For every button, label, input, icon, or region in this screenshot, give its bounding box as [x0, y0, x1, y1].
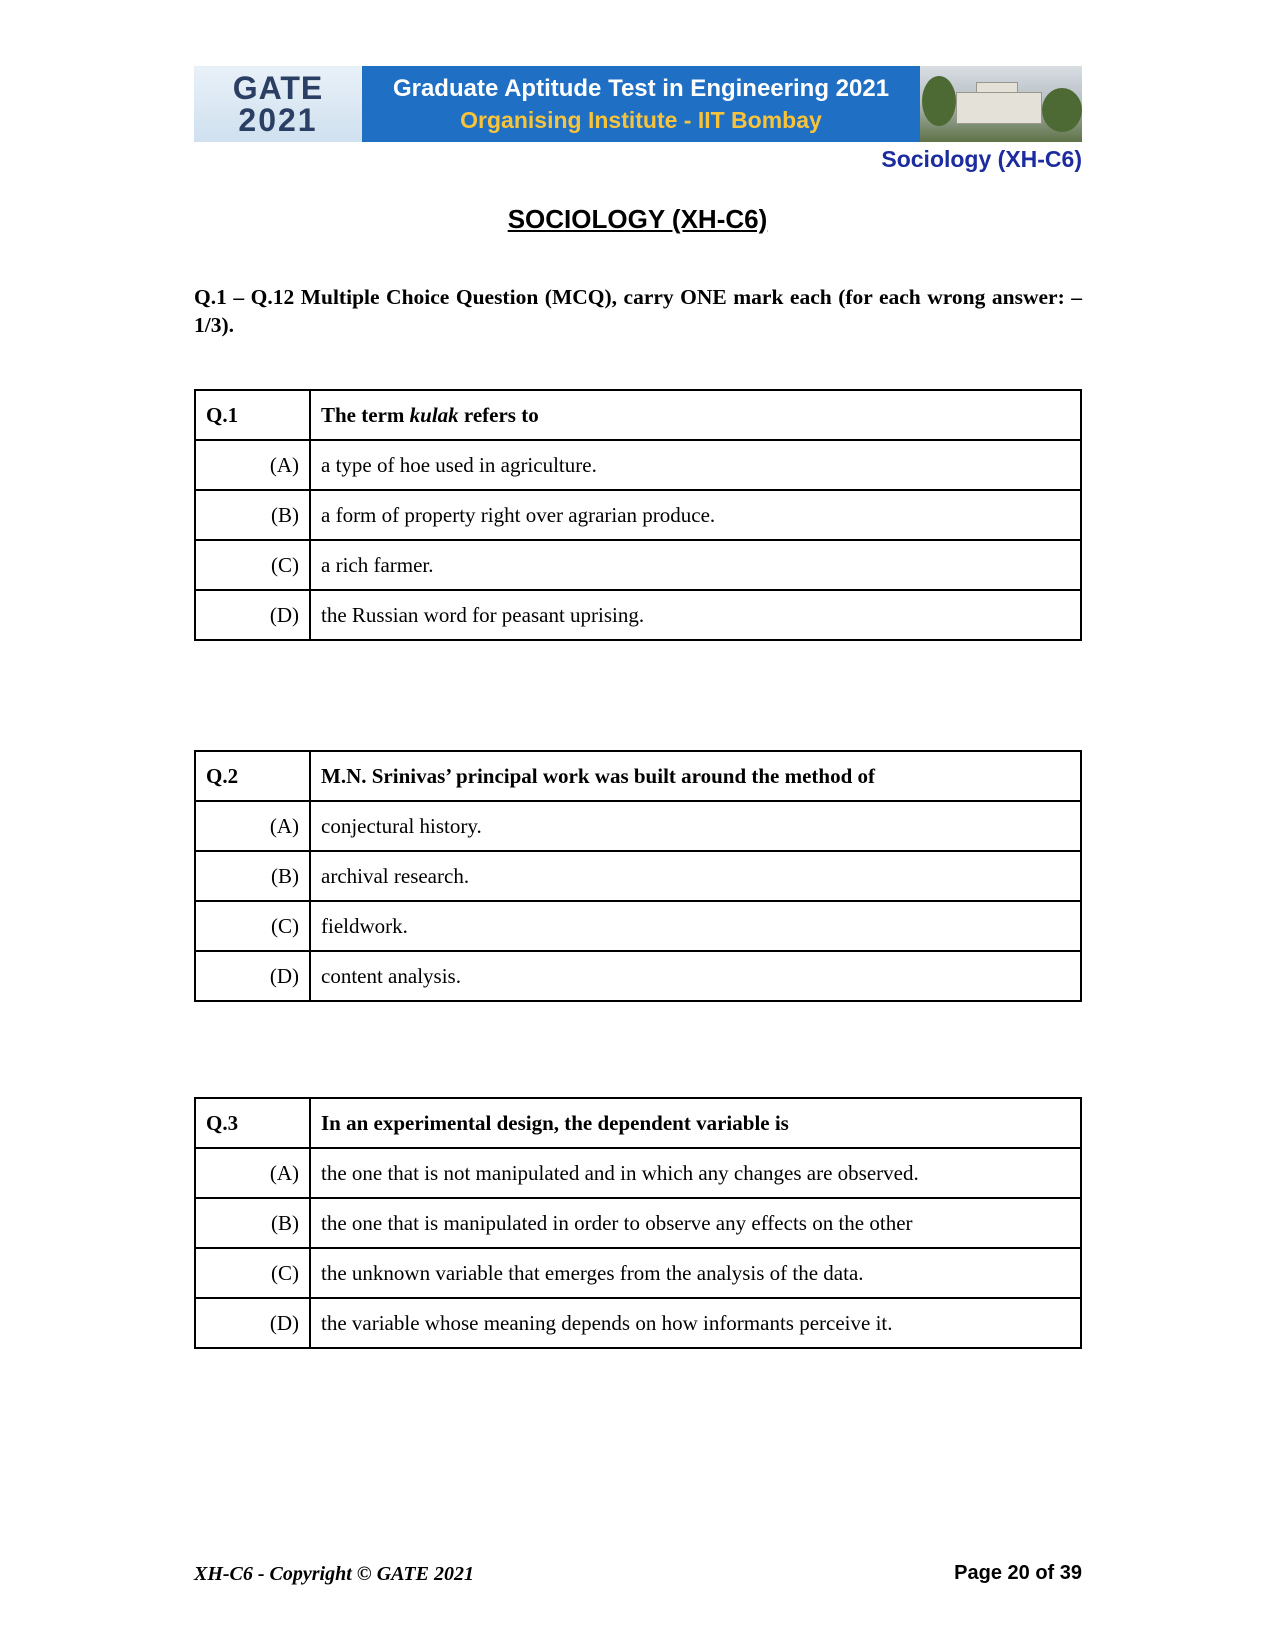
option-text: a rich farmer.	[310, 540, 1081, 590]
option-text: fieldwork.	[310, 901, 1081, 951]
option-label: (A)	[195, 1148, 310, 1198]
option-label: (A)	[195, 440, 310, 490]
question-number: Q.2	[195, 751, 310, 801]
option-row	[195, 851, 1081, 901]
option-label: (D)	[195, 951, 310, 1001]
question-number: Q.3	[195, 1098, 310, 1148]
option-row	[195, 1148, 1081, 1198]
question-stem	[310, 390, 1081, 440]
option-text: a form of property right over agrarian produce.	[310, 490, 1081, 540]
question-row	[195, 751, 1081, 801]
banner-title: Graduate Aptitude Test in Engineering 2021	[392, 74, 890, 102]
option-label: (C)	[195, 540, 310, 590]
option-row	[195, 540, 1081, 590]
option-label: (D)	[195, 1298, 310, 1348]
stem-text-italic: kulak	[409, 402, 459, 427]
question-number: Q.1	[195, 390, 310, 440]
option-row	[195, 901, 1081, 951]
logo-text-gate: GATE	[232, 70, 324, 106]
page-title: SOCIOLOGY (XH-C6)	[507, 204, 768, 234]
question-row	[195, 390, 1081, 440]
option-text: the unknown variable that emerges from the analysis of the data.	[310, 1248, 1081, 1298]
option-row	[195, 590, 1081, 640]
question-stem: In an experimental design, the dependent variable is	[310, 1098, 1081, 1148]
option-label: (B)	[195, 490, 310, 540]
banner-text-block	[362, 66, 920, 142]
gate-logo	[194, 66, 362, 142]
campus-photo	[920, 66, 1082, 142]
option-row	[195, 1248, 1081, 1298]
question-stem: M.N. Srinivas’ principal work was built around the method of	[310, 751, 1081, 801]
option-row	[195, 440, 1081, 490]
question-table-1	[194, 389, 1082, 641]
header-banner	[194, 66, 1082, 142]
tree-shape	[922, 76, 956, 126]
banner-subtitle: Organising Institute - IIT Bombay	[460, 106, 822, 133]
option-row	[195, 951, 1081, 1001]
section-instruction: Q.1 – Q.12 Multiple Choice Question (MCQ), carry ONE mark each (for each wrong answer: – 1/3).	[194, 285, 1082, 337]
option-text: content analysis.	[310, 951, 1081, 1001]
question-row	[195, 1098, 1081, 1148]
option-row	[195, 801, 1081, 851]
option-row	[195, 1298, 1081, 1348]
tree-shape	[1042, 88, 1082, 132]
option-label: (C)	[195, 901, 310, 951]
option-text: the one that is not manipulated and in which any changes are observed.	[310, 1148, 1081, 1198]
option-label: (B)	[195, 1198, 310, 1248]
stem-text-before: The term	[321, 402, 410, 427]
option-row	[195, 490, 1081, 540]
building-shape	[956, 92, 1042, 124]
option-text: the one that is manipulated in order to observe any effects on the other	[310, 1198, 1081, 1248]
option-text: archival research.	[310, 851, 1081, 901]
question-table-2	[194, 750, 1082, 1002]
footer-copyright: XH-C6 - Copyright © GATE 2021	[194, 1563, 474, 1585]
option-text: a type of hoe used in agriculture.	[310, 440, 1081, 490]
question-table-3	[194, 1097, 1082, 1349]
option-text: conjectural history.	[310, 801, 1081, 851]
stem-text-after: refers to	[458, 402, 539, 427]
option-label: (A)	[195, 801, 310, 851]
option-label: (C)	[195, 1248, 310, 1298]
subject-tag: Sociology (XH-C6)	[881, 146, 1082, 172]
option-row	[195, 1198, 1081, 1248]
option-text: the variable whose meaning depends on how informants perceive it.	[310, 1298, 1081, 1348]
option-label: (D)	[195, 590, 310, 640]
option-label: (B)	[195, 851, 310, 901]
logo-text-year: 2021	[238, 102, 318, 138]
option-text: the Russian word for peasant uprising.	[310, 590, 1081, 640]
footer-page-number: Page 20 of 39	[954, 1562, 1082, 1584]
